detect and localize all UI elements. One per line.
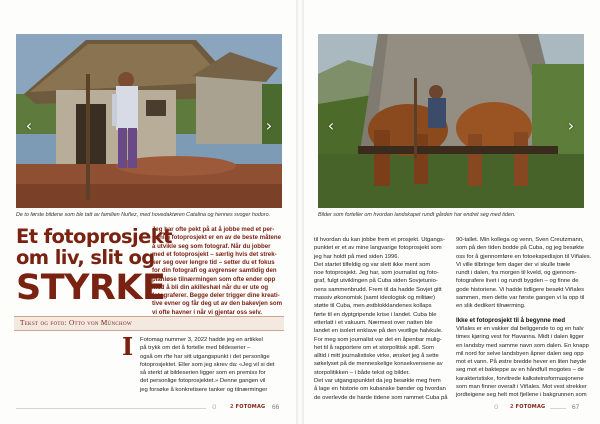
byline-bar [14, 316, 284, 331]
body-line: karakteristiske, forvitrede kalksteinsformasjonene [456, 375, 584, 382]
lead-line: vi ofte havner i når vi gjentar oss selv. [152, 308, 262, 316]
body-line: For meg som journalist var det en åpenbar mulig- [314, 336, 442, 343]
body-line: punktet er et av mine langvarige fotoprosjekt som [314, 245, 442, 252]
body-line: Viñales er en vakker dal beliggende to og en halv [456, 325, 584, 332]
lead-line: sonlig fotoprosjekt er en av de beste måtene [152, 234, 282, 242]
page-number-left: 66 [272, 404, 280, 411]
body-column-right-1 [314, 236, 454, 402]
headline-line-2: om liv, slit og [16, 246, 155, 269]
drop-cap: I [122, 332, 134, 361]
next-photo-arrow-icon[interactable]: › [567, 116, 575, 135]
page-number-right: 67 [572, 404, 580, 411]
body-column-left [140, 336, 286, 394]
section-heading: Ikke et fotoprosjekt til å begynne med [456, 316, 566, 324]
footer-rule [16, 408, 206, 409]
footer-rule [550, 408, 566, 409]
lead-line: med å bli din akilleshæl når du er ute og [152, 283, 269, 291]
footer-dot-icon: o [212, 402, 217, 411]
lead-line: tive evner og får deg ut av den bakevjen som [152, 300, 283, 308]
lead-line: ker seg over lengre tid – setter du et fokus [152, 259, 275, 266]
photo-caption-left: De to første bildene som ble tatt av familien Nuñez, med hovedaktøren Catalina og hennes svoger hodoro. [16, 212, 271, 218]
body-line: mil nord for selve landsbyen åpner dalen seg opp [456, 350, 584, 357]
body-line: jeg forsøke å konkretisere tanker og tilnærminger [140, 386, 268, 393]
lead-line: å utvikle seg som fotograf. Når du jobber [152, 242, 271, 250]
body-line: fotografere livet i og rundt bygden – og finne de [456, 278, 579, 285]
body-line: Vi ville tilbringe fem dager der vi skulle træle [456, 261, 571, 268]
body-line: landet en isolert enklave på den vestlige halvkule. [314, 328, 443, 335]
body-line: en slik dedikert tilnærming. [456, 303, 526, 310]
next-photo-arrow-icon[interactable]: › [265, 116, 273, 135]
body-line: til hvordan du kan jobbe frem et prosjekt. Utgangs- [314, 237, 445, 243]
prev-photo-arrow-icon[interactable]: ‹ [25, 116, 33, 135]
headline-line-3: STYRKE [16, 268, 166, 308]
footer-left [0, 402, 296, 416]
logo-accent: 2 [230, 404, 234, 410]
photo-oxen-and-farmer [318, 34, 584, 208]
headline-line-1: Et fotoprosjekt [16, 225, 172, 248]
photo-caption-right: Bilder som forteller om hvordan landskapet rundt gården har endret seg med tiden. [318, 212, 516, 218]
spine-gutter [296, 0, 304, 424]
body-line: mot et vann. På østre bredde hever en liten høyde [456, 359, 587, 366]
body-line: å lage en historie om kubanske bønder og hvordan [314, 386, 446, 393]
body-line: graf, fulgt utviklingen på Cuba siden Sovjetunio- [314, 278, 438, 285]
body-line: sammen, men dette var første gangen vi la opp til [456, 295, 585, 302]
body-line: som man finner overalt i Viñales. Mot vest strekker [456, 384, 587, 391]
body-line: støtte til Cuba, men østblokklandenes kollaps [314, 303, 432, 310]
body-column-right-2 [456, 236, 596, 400]
logo-accent: 2 [510, 404, 514, 410]
photo-oxen-and-farmer-image [318, 34, 584, 208]
body-line: etterlatt i et vakuum. Nærmest over natten ble [314, 319, 433, 326]
body-line: søkelyset på de menneskelige konsekvensene av [314, 361, 443, 368]
body-line: Det startet tilfeldig og var slett ikke ment som [314, 261, 431, 268]
lead-line: Jeg har ofte pekt på at å jobbe med et per- [152, 226, 275, 233]
body-line: Fotomag nummer 3, 2022 hadde jeg en artikkel [140, 337, 263, 343]
right-page [304, 0, 600, 424]
body-line: massiv økonomisk (samt ideologisk og militær) [314, 295, 436, 302]
byline-text: Tekst og foto: Otto von Münchow [20, 319, 132, 327]
lead-line: fotograferer. Begge deler trigger dine kreati- [152, 292, 280, 299]
body-line: de overlevde de harde tidene som rammet Cuba på [314, 394, 448, 401]
lead-line: planløse tilnærmingen som ofte ender opp [152, 275, 276, 283]
logo-text: FOTOMAG [235, 404, 266, 410]
footer-right [304, 402, 600, 416]
body-line: det personlige fotoprosjektet.» Denne gangen vil [140, 378, 266, 385]
body-line: jordteigene seg helt mot fjellene i bakgrunnen som [456, 392, 587, 399]
body-line: het til å rapportere om et storpolitisk spill. Som [314, 344, 434, 351]
article-headline [16, 225, 172, 308]
body-line: jeg har holdt på med siden 1996. [314, 253, 400, 260]
body-line: nens sammenbrudd. Frem til da hadde Sovjet gitt [314, 286, 442, 293]
lead-line: for din fotografi og avgrenser samtidig den [152, 267, 277, 275]
lead-paragraph [152, 226, 288, 317]
footer-dot-icon: o [494, 402, 499, 411]
body-line: så sterkt at bildeserien ligger som en premiss for [140, 370, 266, 377]
lead-line: med et fotoprosjekt – særlig hvis det strek- [152, 250, 277, 258]
logo-text: FOTOMAG [515, 404, 546, 410]
fotomag-logo [510, 404, 545, 410]
body-line: også om rfte har sitt utgangspunkt i det personlige [140, 353, 270, 360]
body-line: som på den tiden bodde på Cuba, og jeg besøkte [456, 245, 585, 252]
photo-woman-at-hut-image [16, 34, 282, 208]
body-line: gode historiene. Vi hadde tidligere besøkt Viñales [456, 286, 585, 293]
body-line: rundt i dalen, fra morgen til kveld, og gjennom- [456, 270, 577, 277]
body-line: en landsby med samme navn som dalen. En knapp [456, 342, 589, 349]
body-line: førte til en dyptgripende krise i landet. Cuba ble [314, 311, 437, 318]
prev-photo-arrow-icon[interactable]: ‹ [327, 116, 335, 135]
fotomag-logo [230, 404, 265, 410]
body-line: oss for å gjennomføre en fotoekspedisjon til Viñales. [456, 253, 592, 260]
body-line: fotoprosjektet. Eller som jeg skrev da: «Jeg vil si det [140, 361, 275, 368]
photo-woman-at-hut [16, 34, 282, 208]
body-line: på trykk om det å fortelle med bildeserier – [140, 345, 251, 352]
left-page [0, 0, 296, 424]
body-line: times kjøring vest for Havanna. Midt i dalen ligger [456, 334, 584, 341]
body-line: storpolitikken – i både tekst og bilder. [314, 369, 410, 376]
body-line: noe fotoprosjekt. Jeg har, som journalist og foto- [314, 270, 439, 277]
body-line: 90-tallet. Min kollega og venn, Sven Creutzmann, [456, 237, 584, 243]
body-line: Det var utgangspunktet da jeg besøkte meg frem [314, 378, 441, 385]
body-line: alltid i mitt journalistiske virke, ønsket jeg å sette [314, 353, 439, 360]
body-line: seg mot et bakteppe av en håndfull mogotes – de [456, 367, 585, 374]
